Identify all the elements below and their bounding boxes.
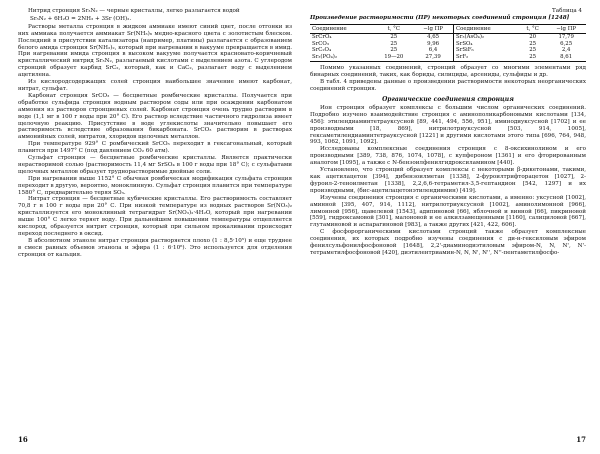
table-cell: 19—20: [375, 54, 414, 62]
paragraph-oxygen-salts: Из кислородсодержащих солей стронция наибольшее значение имеют карбонат, нитрат, сульфат.: [18, 79, 292, 92]
paragraph-sulfate: Сульфат стронция — бесцветные ромбические кристаллы. Является практически нерастворимой солью (растворимость 11,4 мг SrSO₄ в 100 г воды при 18° С); с сульфатами щелочных металлов образует труднорастворимые двойные соли.: [18, 155, 292, 175]
table-cell: 25: [390, 47, 398, 54]
table-cell: 6,25: [560, 40, 573, 47]
table-row: [310, 34, 586, 41]
right-page: [300, 0, 600, 454]
table-cell: SrSO₄: [454, 41, 519, 48]
table-cell: SrC₂O₄: [312, 47, 332, 54]
table-cell: SrCO₃: [312, 40, 329, 47]
table-cell: 4,65: [427, 34, 440, 41]
paragraph-phosphorus-acids: С фосфорорганическими кислотами стронций также образует комплексные соединения, их которых подробно изучены соединения с ди-н-гексиловым эфиром фенилсульфонилфосфоновой [1648], 2,2'-диаминодиэтиловым эфиром-N, N, N', N'-тетраметилфосфоновой [420], диэтилентриамин-N, N, N', N'', N''-пентаметилфосфо-: [310, 229, 586, 256]
paragraph-organic-acids: Изучены соединения стронция с органическими кислотами, а именно: уксусной [1002], аминной [395, 407, 914, 1112], нитрилотриуксусной [1002], аминолимонной [966], лимонной [956], щавелевой [1543], адипиновой [66], яблочной и винной [66], пикриновой [559], гидроксамовой [301], малоновой и ее алкилзамещенными [1160], салициловой [667], глутаминовой и аспарагиновой [983], а также других [421, 422, 606].: [310, 194, 586, 229]
table-cell: 8,61: [546, 54, 586, 62]
formula-hydrolysis: Sr₃N₂ + 6H₂O = 2NH₃ + 3Sr (OH)₂.: [30, 15, 132, 22]
page-number-left: 16: [18, 435, 28, 444]
paragraph-nitride: Нитрид стронция Sr₃N₂ — черные кристаллы, легко разлагается водой: [28, 8, 240, 14]
page-number-right: 17: [576, 435, 586, 444]
table-title: Произведение растворимости (ПР) некоторых соединений стронция [1248]: [310, 14, 570, 21]
table-cell: 6,4: [428, 47, 438, 54]
table-header-cell: −lg ПР: [546, 24, 586, 34]
table-cell: 25: [390, 34, 398, 41]
solubility-table: [310, 24, 586, 63]
table-cell: 25: [529, 47, 537, 54]
paragraph-carbonate-transition: При температуре 929° С ромбический SrCO₃ переходит в гексагональный, который плавится при 1497° С (под давлением CO₂ 60 атм).: [18, 141, 292, 155]
table-caption: Таблица 4: [552, 8, 582, 14]
table-cell: 25: [519, 54, 546, 62]
table-cell: Sr₃(AsO₄)₂: [454, 34, 519, 41]
paragraph-sulfate-heating: При нагревании выше 1152° С обычная ромбическая модификация сульфата стронция переходит в другую, вероятно, моноклинную. Сульфат стронция плавится при температуре 1580° С, предварительно теряя SO₃.: [18, 175, 292, 196]
paragraph-nitrate-ethanol: В абсолютном этаноле нитрат стронция растворяется плохо (1 : 8,5·10⁵) и еще труднее в смеси равных объемов этанола и эфира (1 : 6·10⁶). Это используется для отделения стронция от кальция.: [18, 237, 292, 258]
table-cell: 27,39: [413, 54, 453, 62]
table-cell: SrF₂: [454, 54, 519, 62]
table-cell: 20: [529, 34, 537, 41]
paragraph-diketones: Установлено, что стронций образует комплексы с некоторыми β-дикетонами, такими, как ацетилацетон [394], дибензоилметан [1338], 2-фуроилтрифторацетон [1027], 2-фуроил-2-теноилметан [1338], 2,2,6,6-тетраметил-3,5-гептандион [542, 1297] и их производными, (бис-ацетилацетонэтилендиимин) [419].: [310, 167, 586, 194]
paragraph-nitrate: Нитрат стронция — бесцветные кубические кристаллы. Его растворимость составляет 70,8 г в 100 г воды при 20° С. При низкой температуре из водных растворов Sr(NO₃)₂ кристаллизуется его моноклинный тетрагидрат Sr(NO₃)₂·4H₂O, который при нагревании выше 100° С легко теряет воду. При дальнейшем повышении температуры отщепляется кислород, образуется нитрит стронция, который при сильном прокаливании происходит переход последнего в оксид.: [18, 196, 292, 237]
table-cell: 9,96: [427, 40, 440, 47]
paragraph-table-reference: В табл. 4 приведены данные о произведении растворимости некоторых неорганических соединений стронция.: [310, 79, 586, 93]
paragraph-carbonate: Карбонат стронция SrCO₃ — бесцветные ромбические кристаллы. Получается при обработке сульфида стронция водным раствором соды или при осаждении карбонатом аммония из растворов стронциевых солей. Карбонат стронция очень трудно растворим в воде (1,1 мг в 100 г воды при 20° С). Его раствор вследствие частичного гидролиза имеет щелочную реакцию. Присутствие в воде углекислоты значительно повышает его растворимость вследствие образования бикарбоната. SrCO₃ растворим в растворах аммонийных солей, нитратов, хлоридов щелочных металлов.: [18, 92, 292, 141]
table-cell: SrCrO₄: [312, 34, 332, 41]
table-header-cell: t, °C: [519, 24, 546, 34]
section-title: Органические соединения стронция: [382, 95, 514, 103]
table-header-cell: −lg ПР: [413, 24, 453, 34]
table-header-cell: t, °C: [375, 24, 414, 34]
table-cell: 25: [390, 40, 398, 47]
table-header-cell: Соединение: [454, 24, 519, 34]
table-cell: 2,4: [561, 47, 571, 54]
table-header-cell: Соединение: [310, 24, 375, 34]
paragraph-complexes: Ион стронция образует комплексы с большим числом органических соединений. Подробно изучено взаимодействие стронция с аминополикарбоновыми кислотами [134, 456]: этилендиаминтетрауксусной [89, 441, 494, 556, 951], иминодиуксусной [1702] и ее производными [18, 869], нитрилотриуксусной [503, 914, 1005], гексаметилендиаминтетрауксусной [1221] и другими кислотами этого типа [696, 764, 948, 993, 1062, 1091, 1092].: [310, 104, 586, 146]
table-cell: 25: [529, 40, 537, 47]
paragraph-binary-compounds: Помимо указанных соединений, стронций образует со многими элементами ряд бинарных соединений, таких, как бориды, силициды, арсениды, сульфиды и др.: [310, 65, 586, 79]
table-cell: 17,79: [558, 34, 574, 41]
table-row: [310, 54, 586, 62]
table-cell: SrSiF₆: [454, 47, 519, 54]
table-cell: Sr₃(PO₄)₂: [310, 54, 375, 62]
paragraph-ammonia-solutions: Растворы металла стронция в жидком аммиаке имеют синий цвет, после отгонки из них аммиака получается аммиакат Sr(NH₃)₆ медно-красного цвета с золотистым блеском. Последний в присутствии катализатора (например, платины) разлагается с образованием белого амида стронция Sr(NH₂)₂, который при нагревании в вакууме превращается в имид. При нагревании имида стронция в высоком вакууме получается красновато-коричневый кристаллический нитрид Sr₃N₂, разлагаемый кислотами с выделением азота. С углеродом стронций образует карбид SrC₂, который, как и CaC₂, разлагает воду с выделением ацетилена.: [18, 23, 292, 79]
paragraph-oxyquinoline: Исследованы комплексные соединения стронция с 8-оксихинолином и его производными [389, 738, 876, 1074, 1078], с купфероном [1361] и его фторированным аналогом [1095], а также с N-бензоилфенилгидроксиламином [440].: [310, 146, 586, 167]
